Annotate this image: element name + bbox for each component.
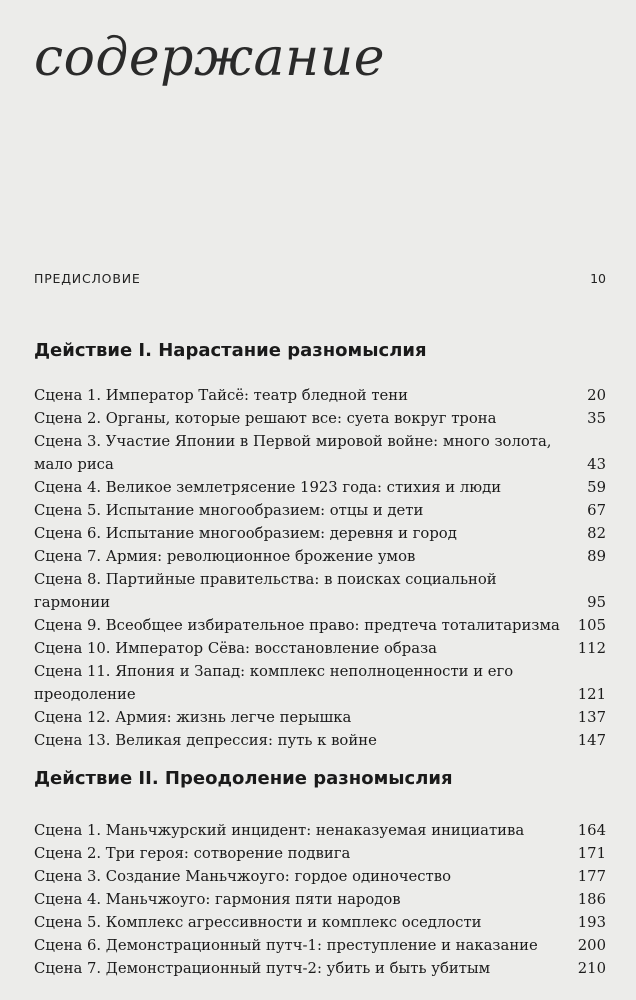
toc-entry-page-number: 200: [577, 937, 606, 954]
toc-entry[interactable]: [34, 865, 606, 888]
toc-entry-page-number: 95: [587, 594, 606, 611]
toc-entry-title: Сцена 6. Демонстрационный путч-1: преступление и наказание: [34, 937, 538, 954]
toc-entry-page-number: 43: [587, 456, 606, 473]
page-title: содержание: [34, 28, 386, 88]
toc-entry[interactable]: [34, 637, 606, 660]
preface-entry[interactable]: [34, 271, 606, 293]
toc-entry[interactable]: [34, 407, 606, 430]
toc-entry-title: Сцена 10. Император Сёва: восстановление образа: [34, 640, 437, 657]
toc-entry-page-number: 171: [577, 845, 606, 862]
toc-entry[interactable]: [34, 934, 606, 957]
toc-entry[interactable]: [34, 729, 606, 752]
toc-entry-page-number: 20: [587, 387, 606, 404]
toc-entry[interactable]: [34, 842, 606, 865]
toc-entry-title: Сцена 5. Испытание многообразием: отцы и дети: [34, 502, 424, 519]
toc-entry-title: Сцена 1. Маньчжурский инцидент: ненаказуемая инициатива: [34, 822, 525, 839]
toc-entry-title: Сцена 5. Комплекс агрессивности и комплекс оседлости: [34, 914, 482, 931]
toc-entry-page-number: 147: [577, 732, 606, 749]
toc-entry-title: Сцена 2. Органы, которые решают все: суета вокруг трона: [34, 410, 497, 427]
act-2-entries: [34, 819, 606, 980]
toc-entry[interactable]: [34, 499, 606, 522]
toc-entry-title: Сцена 3. Создание Маньчжоуго: гордое одиночество: [34, 868, 451, 885]
toc-entry-title: Сцена 11. Япония и Запад: комплекс неполноценности и его преодоление: [34, 663, 514, 703]
toc-entry-page-number: 164: [577, 822, 606, 839]
toc-entry[interactable]: [34, 706, 606, 729]
toc-entry-title: Сцена 8. Партийные правительства: в поисках социальной гармонии: [34, 571, 497, 611]
toc-entry[interactable]: [34, 545, 606, 568]
toc-entry[interactable]: [34, 957, 606, 980]
toc-entry-title: Сцена 1. Император Тайсё: театр бледной тени: [34, 387, 408, 404]
toc-entry[interactable]: [34, 614, 606, 637]
toc-entry-page-number: 137: [577, 709, 606, 726]
toc-entry-page-number: 121: [577, 686, 606, 703]
toc-entry-page-number: 59: [587, 479, 606, 496]
toc-entry-page-number: 35: [587, 410, 606, 427]
preface-page-number: 10: [590, 271, 606, 286]
toc-entry-page-number: 105: [577, 617, 606, 634]
toc-entry-page-number: 89: [587, 548, 606, 565]
act-1-title: Действие I. Нарастание разномыслия: [34, 340, 427, 361]
preface-label: ПРЕДИСЛОВИЕ: [34, 271, 141, 286]
toc-entry[interactable]: [34, 888, 606, 911]
act-2-title: Действие II. Преодоление разномыслия: [34, 768, 453, 789]
toc-entry[interactable]: [34, 522, 606, 545]
toc-entry-title: Сцена 9. Всеобщее избирательное право: предтеча тоталитаризма: [34, 617, 560, 634]
toc-entry-title: Сцена 7. Армия: революционное брожение умов: [34, 548, 416, 565]
toc-entry-page-number: 177: [577, 868, 606, 885]
toc-entry-page-number: 210: [577, 960, 606, 977]
toc-entry[interactable]: [34, 568, 606, 614]
toc-entry-title: Сцена 4. Маньчжоуго: гармония пяти народов: [34, 891, 401, 908]
toc-entry-title: Сцена 2. Три героя: сотворение подвига: [34, 845, 351, 862]
toc-entry-title: Сцена 3. Участие Японии в Первой мировой войне: много золота, мало риса: [34, 433, 552, 473]
toc-entry[interactable]: [34, 430, 606, 476]
toc-entry-title: Сцена 7. Демонстрационный путч-2: убить и быть убитым: [34, 960, 491, 977]
toc-entry[interactable]: [34, 819, 606, 842]
toc-entry-page-number: 186: [577, 891, 606, 908]
toc-entry-page-number: 82: [587, 525, 606, 542]
toc-entry-page-number: 193: [577, 914, 606, 931]
toc-entry[interactable]: [34, 911, 606, 934]
toc-entry-title: Сцена 12. Армия: жизнь легче перышка: [34, 709, 352, 726]
toc-entry[interactable]: [34, 476, 606, 499]
toc-entry-page-number: 67: [587, 502, 606, 519]
toc-entry-title: Сцена 13. Великая депрессия: путь к войне: [34, 732, 377, 749]
toc-entry[interactable]: [34, 384, 606, 407]
toc-entry-title: Сцена 4. Великое землетрясение 1923 года: стихия и люди: [34, 479, 502, 496]
toc-entry-page-number: 112: [577, 640, 606, 657]
toc-entry-title: Сцена 6. Испытание многообразием: деревня и город: [34, 525, 457, 542]
toc-entry[interactable]: [34, 660, 606, 706]
act-1-entries: [34, 384, 606, 752]
